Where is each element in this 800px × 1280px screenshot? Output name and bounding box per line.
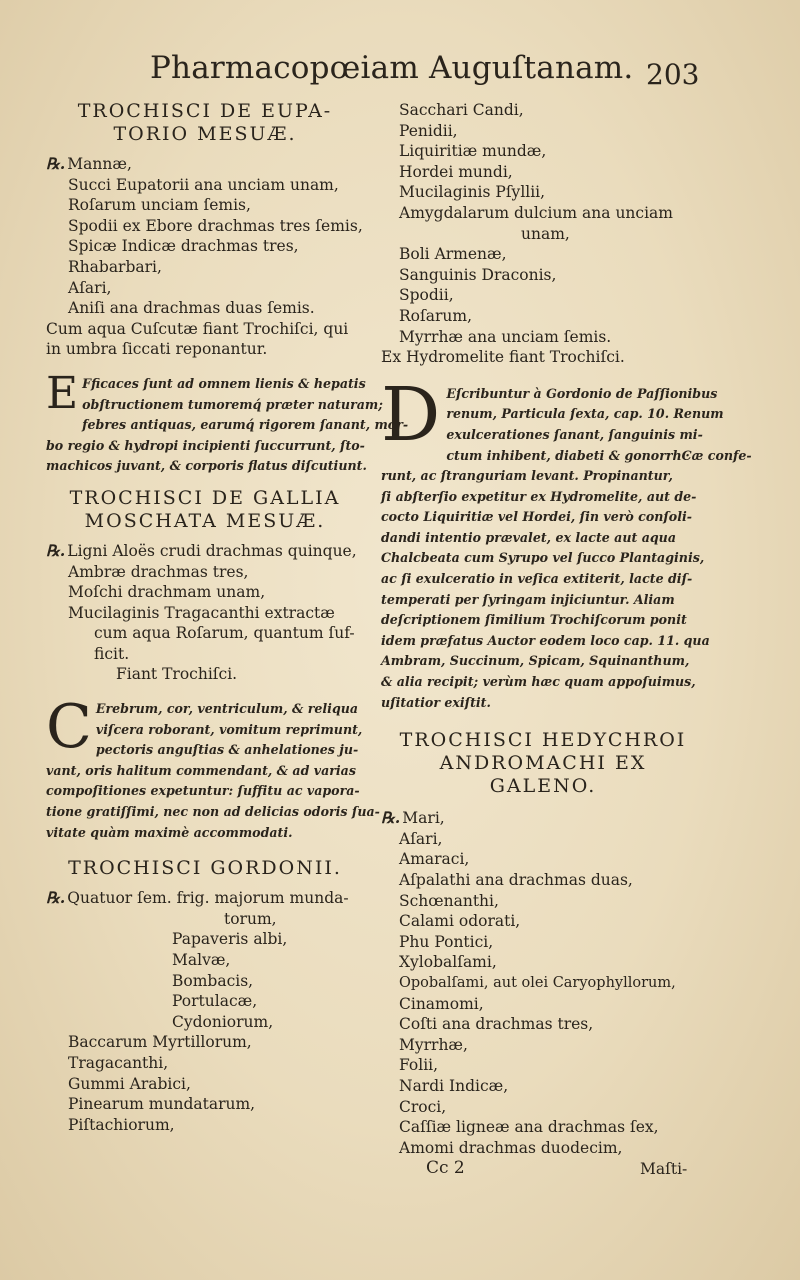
heading-line: GALENO.	[489, 775, 597, 798]
commentary-line: Eſcribuntur à Gordonio de Paſſionibus	[446, 385, 718, 401]
ingredient: Papaveris albi,	[172, 930, 288, 949]
heading-line: TROCHISCI DE GALLIA	[69, 486, 341, 509]
ingredient: cum aqua Roſarum, quantum ſuf-	[94, 624, 355, 643]
commentary-line: uſitatior exiſtit.	[381, 694, 491, 710]
ingredient: Amomi drachmas duodecim,	[399, 1138, 623, 1157]
ingredient: Tragacanthi,	[68, 1053, 169, 1072]
ingredient: Spodii,	[399, 286, 454, 305]
ingredient: Mannæ,	[67, 155, 132, 173]
ingredient: Spodii ex Ebore drachmas tres ſemis,	[68, 216, 363, 235]
commentary-line: compoſitiones expetuntur: ſuffitu ac vapora-	[46, 783, 360, 799]
ingredient: Folii,	[399, 1056, 439, 1075]
left-column	[46, 100, 409, 1135]
recipe-line	[46, 154, 364, 175]
ingredient: Rhabarbari,	[68, 257, 162, 276]
ingredient: Sacchari Candi,	[399, 101, 524, 119]
ingredient: Ligni Aloës crudi drachmas quinque,	[67, 541, 357, 560]
recipe-symbol: ℞.	[46, 154, 66, 173]
commentary-line: & alia recipit; verùm hæc quam appoſuimus,	[381, 674, 696, 690]
ingredient: Nardi Indicæ,	[399, 1076, 509, 1095]
ingredient: Cinamomi,	[399, 994, 484, 1013]
ingredient: Boli Armenæ,	[399, 245, 507, 264]
ingredient: Quatuor ſem. frig. majorum munda-	[67, 889, 349, 908]
ingredient: Xylobalſami,	[399, 953, 497, 972]
ingredient: Roſarum unciam ſemis,	[68, 196, 251, 215]
ingredient: Aniſi ana drachmas duas ſemis.	[68, 299, 315, 318]
ingredient: Myrrhæ,	[399, 1035, 468, 1054]
preparation-note: Fiant Trochiſci.	[116, 665, 238, 684]
commentary-line: Ambram, Succinum, Spicam, Squinanthum,	[381, 653, 690, 669]
ingredient: Mucilaginis Pſyllii,	[399, 183, 546, 202]
ingredient: Bombacis,	[172, 971, 254, 990]
ingredient: Amygdalarum dulcium ana unciam	[399, 203, 673, 222]
ingredient: Succi Eupatorii ana unciam unam,	[68, 175, 339, 194]
ingredient: ficit.	[94, 644, 130, 663]
ingredient: Cydoniorum,	[172, 1012, 274, 1031]
ingredient: Mucilaginis Tragacanthi extractæ	[68, 603, 335, 622]
heading-trochisci-gordonii	[46, 857, 364, 880]
commentary-line: bo regio & hydropi incipienti ſuccurrunt, ſto-	[46, 437, 365, 453]
running-title: Pharmacopœiam Auguſtanam.	[150, 50, 634, 86]
ingredient: Phu Pontici,	[399, 932, 494, 951]
ingredient: Coſti ana drachmas tres,	[399, 1015, 594, 1034]
heading-line: ANDROMACHI EX	[439, 752, 647, 775]
commentary-line: obſtructionem tumoremq́ præter naturam;	[82, 396, 383, 412]
commentary-line: temperati per ſyringam injiciuntur. Aliam	[381, 591, 675, 607]
ingredient: Portulacæ,	[172, 992, 258, 1011]
ingredient: Malvæ,	[172, 951, 231, 969]
drop-cap: D	[381, 371, 441, 458]
commentary-line: ac ſi exulceratio in veſica extiterit, lacte diſ-	[381, 571, 693, 587]
ingredient: Gummi Arabici,	[68, 1074, 191, 1093]
ingredient: Calami odorati,	[399, 912, 521, 931]
drop-cap: C	[46, 692, 92, 763]
commentary-line: exulcerationes ſanant, ſanguinis mi-	[446, 426, 703, 442]
recipe-line	[381, 808, 705, 829]
recipe-symbol: ℞.	[46, 888, 66, 908]
recipe-line	[46, 541, 364, 562]
ingredient: Aſari,	[399, 829, 443, 848]
heading-trochisci-hedychroi	[381, 729, 705, 798]
commentary-line: ſi abſterſio expetitur ex Hydromelite, aut de-	[381, 488, 697, 504]
ingredient: Liquiritiæ mundæ,	[399, 142, 547, 161]
ingredient: Moſchi drachmam unam,	[68, 583, 266, 602]
ingredient: Piſtachiorum,	[68, 1115, 175, 1134]
commentary-line: ctum inhibent, diabeti & gonorrhϾæ confe-	[446, 447, 752, 463]
commentary	[46, 367, 409, 477]
ingredient: Spicæ Indicæ drachmas tres,	[68, 237, 299, 256]
ingredient: Myrrhæ ana unciam ſemis.	[399, 327, 612, 346]
catchword: Maſti-	[640, 1160, 688, 1178]
heading-line: MOSCHATA MESUÆ.	[84, 509, 326, 532]
commentary-line: vitate quàm maximè accommodati.	[46, 824, 293, 840]
commentary-line: dandi intentio prævalet, ex lacte aut aqua	[381, 529, 676, 545]
ingredient: Mari,	[402, 809, 445, 828]
commentary-line: tione gratiſſimi, nec non ad delicias odoris ſua-	[46, 804, 380, 820]
commentary	[46, 692, 380, 843]
recipe-symbol: ℞.	[46, 540, 66, 560]
ingredient: Ambræ drachmas tres,	[68, 562, 249, 581]
ingredient: Schœnanthi,	[399, 891, 499, 910]
preparation-note: Ex Hydromelite fiant Trochiſci.	[381, 348, 625, 367]
commentary-line: vant, oris halitum commendant, & ad varias	[46, 762, 356, 778]
commentary-line: viſcera roborant, vomitum reprimunt,	[95, 721, 363, 737]
heading-line: TROCHISCI HEDYCHROI	[399, 729, 687, 752]
commentary-line: Erebrum, cor, ventriculum, & reliqua	[95, 701, 359, 717]
commentary-line: machicos juvant, & corporis flatus diſcutiunt.	[46, 458, 367, 474]
right-column	[381, 100, 752, 1158]
running-head	[0, 44, 800, 94]
recipe-line	[46, 888, 364, 909]
heading-trochisci-de-eupatorio	[46, 100, 364, 146]
heading-trochisci-de-gallia-moschata	[46, 487, 364, 533]
ingredient: Hordei mundi,	[399, 162, 513, 181]
ingredient: Sanguinis Draconis,	[399, 265, 557, 284]
drop-cap: E	[46, 367, 79, 419]
heading-line: TROCHISCI GORDONII.	[68, 857, 342, 880]
commentary-line: cocto Liquiritiæ vel Hordei, ſin verò conſoli-	[381, 509, 692, 525]
ingredient: torum,	[224, 909, 277, 928]
commentary-line: febres antiquas, earumq́ rigorem ſanant, mor-	[82, 417, 409, 433]
commentary-line: pectoris anguſtias & anhelationes ju-	[95, 742, 359, 758]
commentary-line: Fficaces ſunt ad omnem lienis & hepatis	[82, 375, 366, 391]
ingredient: Pinearum mundatarum,	[68, 1095, 256, 1114]
commentary-line: deſcriptionem ſimilium Trochiſcorum ponit	[381, 612, 687, 628]
recipe-symbol: ℞.	[381, 808, 401, 828]
ingredient: Opobalſami, aut olei Caryophyllorum,	[399, 974, 676, 991]
ingredient: Penidii,	[399, 121, 458, 140]
ingredient: Aſpalathi ana drachmas duas,	[399, 871, 633, 889]
page-number: 203	[646, 58, 700, 91]
ingredient: Aſari,	[68, 278, 112, 297]
ingredient: unam,	[521, 224, 570, 243]
heading-line: TORIO MESUÆ.	[113, 123, 297, 145]
ingredient: Amaraci,	[399, 850, 470, 869]
ingredient: Baccarum Myrtillorum,	[68, 1033, 252, 1052]
heading-line: TROCHISCI DE EUPA-	[77, 100, 333, 122]
ingredient: Croci,	[399, 1097, 447, 1116]
signature-mark: Cc 2	[426, 1158, 465, 1178]
commentary-line: runt, ac ſtranguriam levant. Propinantur,	[381, 468, 673, 484]
commentary-line: Chalcbeata cum Syrupo vel ſucco Plantaginis,	[381, 550, 705, 566]
ingredient: Caſſiæ ligneæ ana drachmas ſex,	[399, 1118, 659, 1137]
commentary-line: renum, Particula ſexta, cap. 10. Renum	[446, 406, 724, 422]
commentary	[381, 371, 752, 714]
ingredient: Roſarum,	[399, 306, 472, 325]
preparation-note: Cum aqua Cuſcutæ fiant Trochiſci, qui	[46, 319, 349, 338]
preparation-note: in umbra ſiccati reponantur.	[46, 340, 268, 359]
commentary-line: idem præfatus Auctor eodem loco cap. 11. qua	[381, 632, 710, 648]
